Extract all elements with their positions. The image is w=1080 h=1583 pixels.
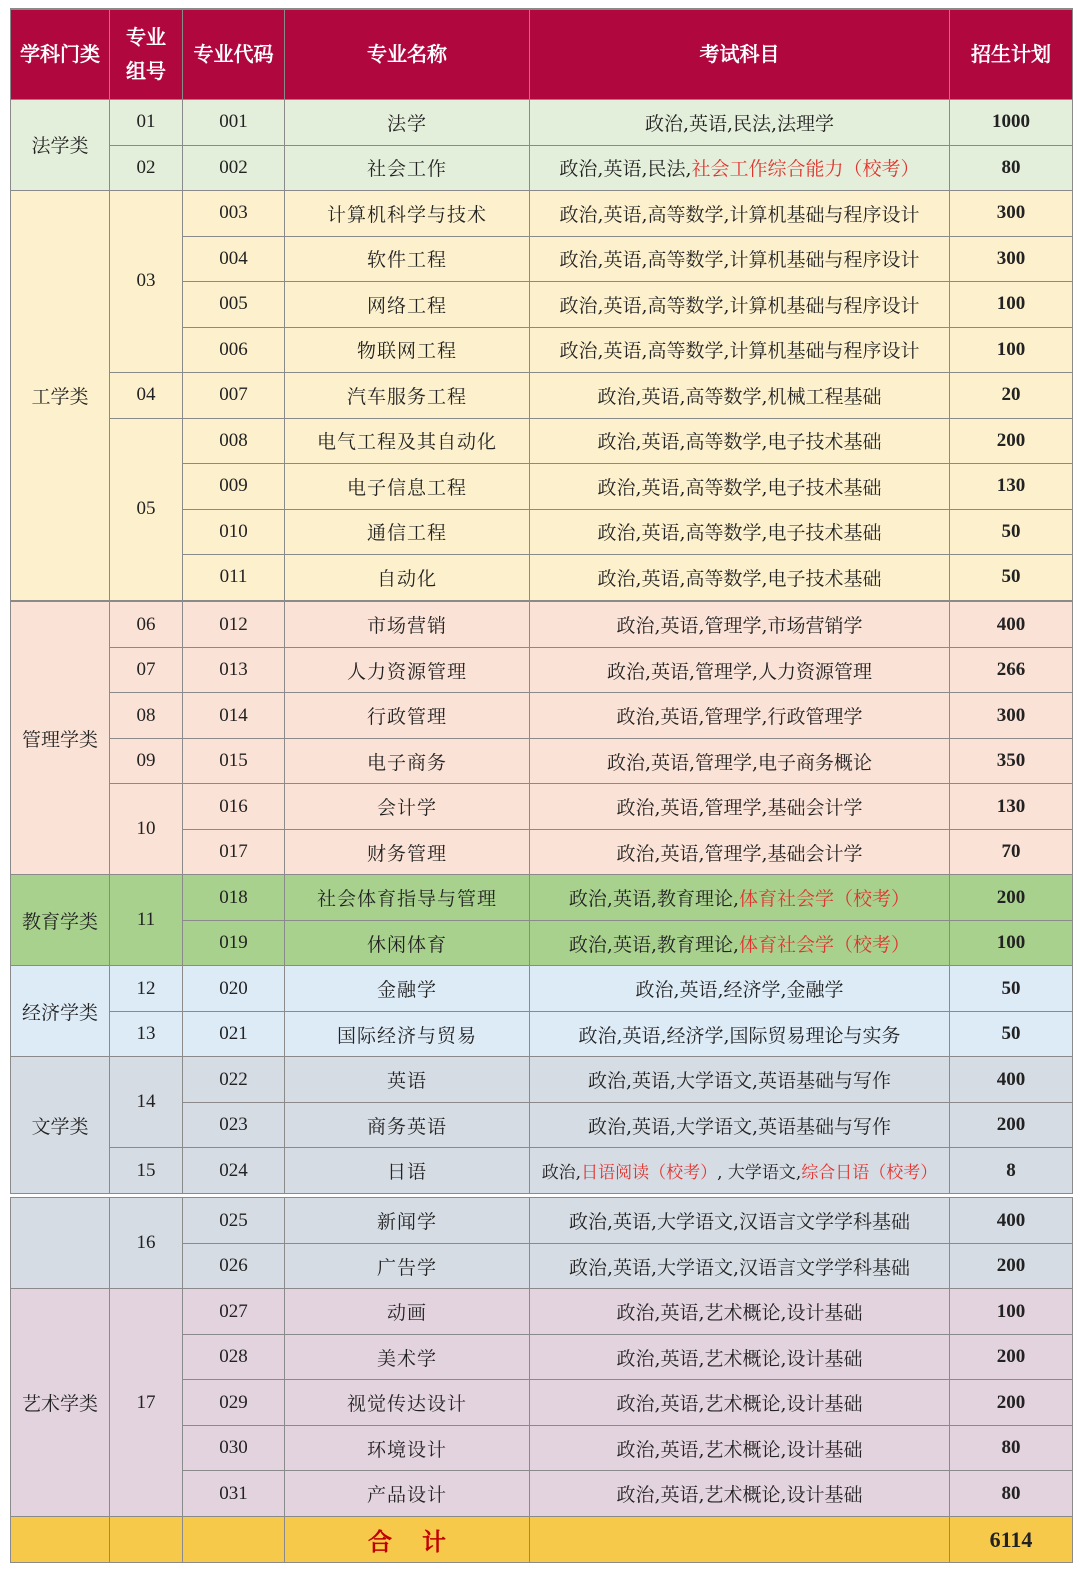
school-exam-subject: 综合日语（校考） [801, 1163, 938, 1183]
subjects-cell: 政治,英语,大学语文,汉语言文学学科基础 [530, 1244, 950, 1289]
group-cell: 15 [110, 1148, 183, 1194]
code-cell: 028 [183, 1335, 285, 1380]
plan-cell: 266 [950, 648, 1073, 693]
group-cell: 14 [110, 1057, 183, 1148]
group-cell: 16 [110, 1198, 183, 1289]
plan-cell: 400 [950, 602, 1073, 648]
subjects-cell: 政治,英语,经济学,金融学 [530, 966, 950, 1012]
total-value: 6114 [950, 1517, 1073, 1563]
subjects-cell: 政治,英语,艺术概论,设计基础 [530, 1380, 950, 1426]
plan-cell: 300 [950, 693, 1073, 739]
plan-cell: 50 [950, 1012, 1073, 1057]
table-row [11, 1198, 1073, 1244]
major-name-cell: 商务英语 [285, 1103, 530, 1148]
plan-cell: 300 [950, 236, 1073, 281]
school-exam-subject: 日语阅读（校考） [581, 1163, 718, 1183]
code-cell: 002 [183, 145, 285, 190]
plan-cell: 200 [950, 1103, 1073, 1148]
plan-cell: 200 [950, 1380, 1073, 1426]
table-row [11, 966, 1073, 1012]
plan-cell: 200 [950, 1335, 1073, 1380]
plan-cell: 1000 [950, 99, 1073, 145]
subjects-cell: 政治,英语,高等数学,电子技术基础 [530, 418, 950, 463]
subjects-cell: 政治,英语,经济学,国际贸易理论与实务 [530, 1012, 950, 1057]
table-row [11, 739, 1073, 784]
table-row [11, 875, 1073, 921]
major-name-cell: 财务管理 [285, 830, 530, 875]
code-cell: 025 [183, 1198, 285, 1244]
code-cell: 026 [183, 1244, 285, 1289]
major-name-cell: 动画 [285, 1289, 530, 1335]
code-cell: 030 [183, 1426, 285, 1471]
plan-cell: 80 [950, 1426, 1073, 1471]
major-name-cell: 国际经济与贸易 [285, 1012, 530, 1057]
plan-cell: 80 [950, 1471, 1073, 1517]
table-row [11, 99, 1073, 145]
plan-cell: 100 [950, 281, 1073, 327]
major-name-cell: 汽车服务工程 [285, 372, 530, 418]
table-row [11, 784, 1073, 830]
group-cell: 11 [110, 875, 183, 966]
major-name-cell: 广告学 [285, 1244, 530, 1289]
group-cell: 01 [110, 99, 183, 145]
plan-cell: 100 [950, 327, 1073, 372]
total-row [11, 1517, 1073, 1563]
school-exam-subject: 体育社会学（校考） [739, 933, 911, 956]
table-row [11, 648, 1073, 693]
subjects-cell: 政治,英语,艺术概论,设计基础 [530, 1426, 950, 1471]
group-cell: 07 [110, 648, 183, 693]
major-name-cell: 英语 [285, 1057, 530, 1103]
plan-cell: 200 [950, 418, 1073, 463]
group-cell: 04 [110, 372, 183, 418]
code-cell: 008 [183, 418, 285, 463]
code-cell: 009 [183, 463, 285, 509]
group-cell: 05 [110, 418, 183, 600]
code-cell: 019 [183, 921, 285, 966]
plan-cell: 20 [950, 372, 1073, 418]
subjects-text: 政治, [541, 1163, 582, 1183]
code-cell: 015 [183, 739, 285, 784]
code-cell: 014 [183, 693, 285, 739]
major-name-cell: 行政管理 [285, 693, 530, 739]
subjects-cell: 政治,英语,管理学,人力资源管理 [530, 648, 950, 693]
plan-cell: 350 [950, 739, 1073, 784]
major-name-cell: 社会体育指导与管理 [285, 875, 530, 921]
subjects-cell: 政治,英语,大学语文,汉语言文学学科基础 [530, 1198, 950, 1244]
school-exam-subject: 体育社会学（校考） [739, 888, 911, 910]
subjects-cell: 政治,英语,艺术概论,设计基础 [530, 1335, 950, 1380]
table-row [11, 190, 1073, 236]
code-cell: 020 [183, 966, 285, 1012]
code-cell: 011 [183, 554, 285, 600]
subjects-cell: 政治,英语,高等数学,电子技术基础 [530, 509, 950, 554]
group-cell: 17 [110, 1289, 183, 1517]
subjects-cell: 政治,英语,管理学,市场营销学 [530, 602, 950, 648]
code-cell: 024 [183, 1148, 285, 1194]
category-cell: 文学类 [11, 1057, 110, 1194]
table-row [11, 372, 1073, 418]
code-cell: 031 [183, 1471, 285, 1517]
code-cell: 029 [183, 1380, 285, 1426]
code-cell: 012 [183, 602, 285, 648]
group-cell: 08 [110, 693, 183, 739]
subjects-cell: 政治,英语,艺术概论,设计基础 [530, 1289, 950, 1335]
code-cell: 005 [183, 281, 285, 327]
major-name-cell: 电气工程及其自动化 [285, 418, 530, 463]
category-cell: 教育学类 [11, 875, 110, 966]
major-name-cell: 人力资源管理 [285, 648, 530, 693]
plan-cell: 70 [950, 830, 1073, 875]
subjects-text: 政治,英语,民法, [559, 158, 692, 180]
table-row [11, 145, 1073, 190]
subjects-cell: 政治,英语,大学语文,英语基础与写作 [530, 1103, 950, 1148]
major-name-cell: 视觉传达设计 [285, 1380, 530, 1426]
plan-cell: 100 [950, 1289, 1073, 1335]
plan-cell: 400 [950, 1057, 1073, 1103]
subjects-cell: 政治,英语,高等数学,计算机基础与程序设计 [530, 190, 950, 236]
total-label: 合计 [285, 1517, 530, 1563]
subjects-cell: 政治,英语,民法,法理学 [530, 99, 950, 145]
code-cell: 023 [183, 1103, 285, 1148]
subjects-cell: 政治,英语,高等数学,电子技术基础 [530, 463, 950, 509]
category-cell: 工学类 [11, 190, 110, 600]
header-group: 专业组号 [110, 9, 183, 99]
subjects-cell [530, 875, 950, 921]
subjects-cell: 政治,英语,高等数学,机械工程基础 [530, 372, 950, 418]
subjects-cell [530, 921, 950, 966]
group-cell: 12 [110, 966, 183, 1012]
major-name-cell: 休闲体育 [285, 921, 530, 966]
code-cell: 022 [183, 1057, 285, 1103]
table-row [11, 418, 1073, 463]
major-name-cell: 通信工程 [285, 509, 530, 554]
group-cell: 02 [110, 145, 183, 190]
major-name-cell: 产品设计 [285, 1471, 530, 1517]
table-row [11, 602, 1073, 648]
code-cell: 006 [183, 327, 285, 372]
subjects-cell: 政治,英语,管理学,行政管理学 [530, 693, 950, 739]
code-cell: 016 [183, 784, 285, 830]
major-name-cell: 计算机科学与技术 [285, 190, 530, 236]
subjects-cell: 政治,英语,高等数学,计算机基础与程序设计 [530, 327, 950, 372]
major-name-cell: 日语 [285, 1148, 530, 1194]
header-row [11, 9, 1073, 99]
total-empty-cell [11, 1517, 110, 1563]
plan-cell: 100 [950, 921, 1073, 966]
subjects-cell: 政治,英语,管理学,基础会计学 [530, 830, 950, 875]
plan-cell: 200 [950, 1244, 1073, 1289]
subjects-cell [530, 145, 950, 190]
code-cell: 001 [183, 99, 285, 145]
table-part-3 [10, 1197, 1073, 1563]
category-cell: 经济学类 [11, 966, 110, 1057]
plan-cell: 200 [950, 875, 1073, 921]
major-name-cell: 自动化 [285, 554, 530, 600]
plan-cell: 50 [950, 966, 1073, 1012]
total-empty-cell [183, 1517, 285, 1563]
table-row [11, 1012, 1073, 1057]
plan-cell: 8 [950, 1148, 1073, 1194]
table-part-1 [10, 8, 1073, 601]
header-plan: 招生计划 [950, 9, 1073, 99]
code-cell: 021 [183, 1012, 285, 1057]
subjects-text: 政治,英语,教育理论, [568, 888, 740, 910]
group-cell: 03 [110, 190, 183, 372]
group-cell: 06 [110, 602, 183, 648]
code-cell: 017 [183, 830, 285, 875]
major-name-cell: 市场营销 [285, 602, 530, 648]
subjects-cell: 政治,英语,管理学,电子商务概论 [530, 739, 950, 784]
total-empty-cell [110, 1517, 183, 1563]
header-subjects: 考试科目 [530, 9, 950, 99]
category-cell: 艺术学类 [11, 1289, 110, 1517]
table-part-2 [10, 601, 1073, 1194]
plan-cell: 300 [950, 190, 1073, 236]
category-cell [11, 1198, 110, 1289]
major-name-cell: 网络工程 [285, 281, 530, 327]
category-cell: 管理学类 [11, 602, 110, 875]
subjects-cell: 政治,英语,高等数学,电子技术基础 [530, 554, 950, 600]
subjects-cell: 政治,英语,大学语文,英语基础与写作 [530, 1057, 950, 1103]
plan-cell: 400 [950, 1198, 1073, 1244]
plan-cell: 130 [950, 463, 1073, 509]
subjects-cell: 政治,英语,艺术概论,设计基础 [530, 1471, 950, 1517]
plan-cell: 80 [950, 145, 1073, 190]
group-cell: 13 [110, 1012, 183, 1057]
major-name-cell: 社会工作 [285, 145, 530, 190]
major-name-cell: 金融学 [285, 966, 530, 1012]
code-cell: 004 [183, 236, 285, 281]
plan-cell: 50 [950, 554, 1073, 600]
code-cell: 010 [183, 509, 285, 554]
table-row [11, 1148, 1073, 1194]
table-row [11, 1289, 1073, 1335]
subjects-text: 政治,英语,教育理论, [568, 933, 740, 956]
header-code: 专业代码 [183, 9, 285, 99]
code-cell: 013 [183, 648, 285, 693]
major-name-cell: 物联网工程 [285, 327, 530, 372]
major-name-cell: 环境设计 [285, 1426, 530, 1471]
subjects-cell: 政治,英语,高等数学,计算机基础与程序设计 [530, 281, 950, 327]
code-cell: 003 [183, 190, 285, 236]
subjects-cell [530, 1148, 950, 1194]
subjects-cell: 政治,英语,管理学,基础会计学 [530, 784, 950, 830]
major-name-cell: 新闻学 [285, 1198, 530, 1244]
major-name-cell: 法学 [285, 99, 530, 145]
plan-cell: 130 [950, 784, 1073, 830]
major-name-cell: 电子商务 [285, 739, 530, 784]
major-name-cell: 软件工程 [285, 236, 530, 281]
total-empty-cell [530, 1517, 950, 1563]
school-exam-subject: 社会工作综合能力（校考） [691, 158, 920, 180]
table-row [11, 1057, 1073, 1103]
code-cell: 027 [183, 1289, 285, 1335]
header-category: 学科门类 [11, 9, 110, 99]
group-cell: 10 [110, 784, 183, 875]
subjects-cell: 政治,英语,高等数学,计算机基础与程序设计 [530, 236, 950, 281]
category-cell: 法学类 [11, 99, 110, 190]
header-name: 专业名称 [285, 9, 530, 99]
plan-cell: 50 [950, 509, 1073, 554]
table-row [11, 693, 1073, 739]
major-name-cell: 会计学 [285, 784, 530, 830]
major-name-cell: 美术学 [285, 1335, 530, 1380]
group-cell: 09 [110, 739, 183, 784]
subjects-text: , 大学语文, [717, 1163, 802, 1183]
major-name-cell: 电子信息工程 [285, 463, 530, 509]
code-cell: 018 [183, 875, 285, 921]
code-cell: 007 [183, 372, 285, 418]
